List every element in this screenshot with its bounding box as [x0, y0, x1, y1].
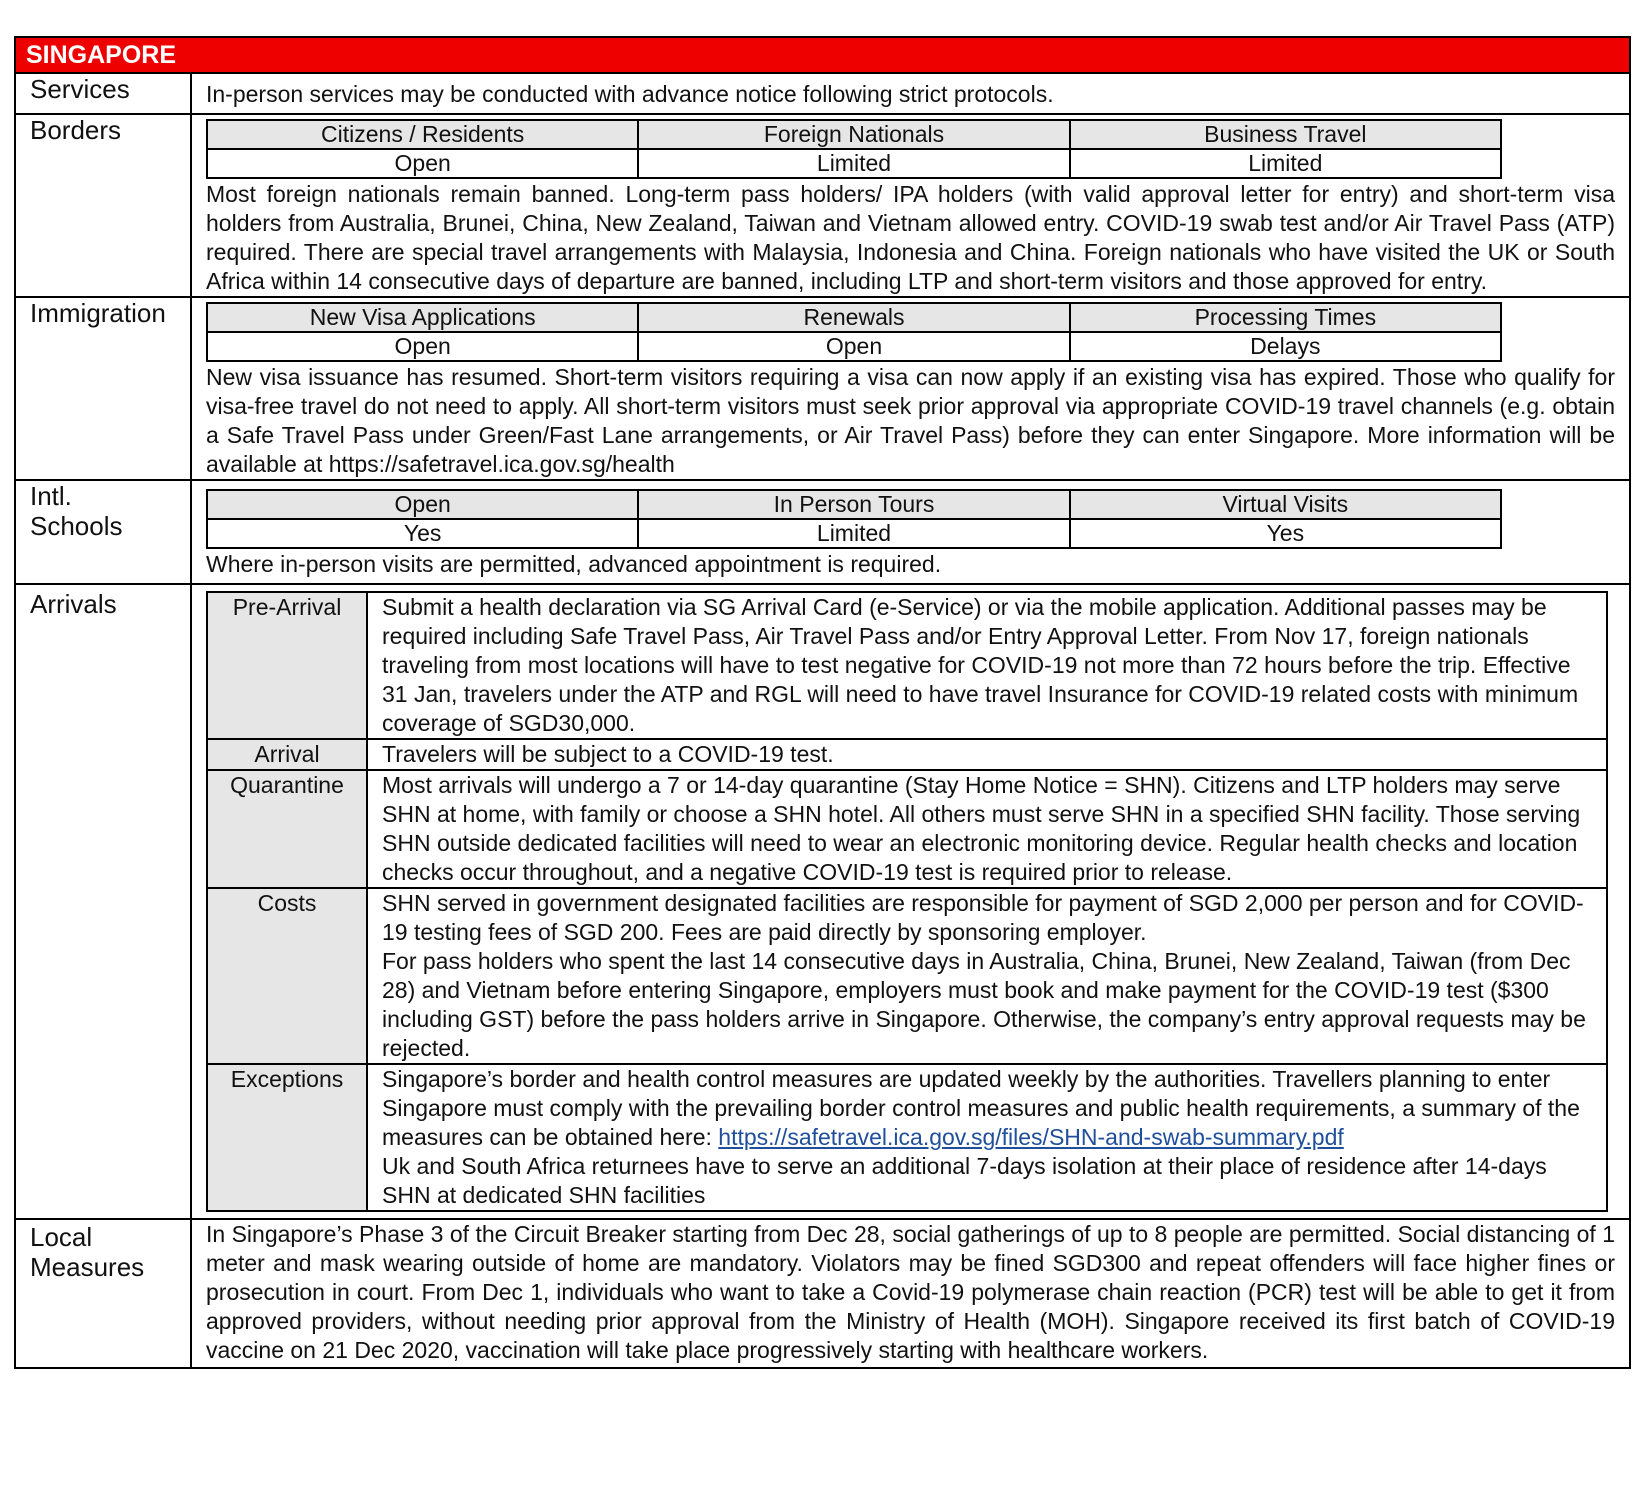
costs-text-2: For pass holders who spent the last 14 consecutive days in Australia, China, Brunei, New Zealand, Taiwan (from Dec 28) and Vietnam before entering Singapore, employers must book and make payment for the COVID-19 test ($300 including GST) before the pass holders arrive in Singapore. Otherwise, the company’s entry approval requests may be rejected.	[382, 948, 1586, 1061]
arrivals-row	[15, 584, 1630, 1219]
schools-label-line1: Intl.	[30, 481, 72, 511]
arrival-label: Arrival	[207, 739, 367, 770]
schools-val-open: Yes	[207, 519, 638, 548]
costs-text-1: SHN served in government designated facilities are responsible for payment of SGD 2,000 per person and for COVID-19 testing fees of SGD 200. Fees are paid directly by sponsoring employer.	[382, 890, 1584, 945]
schools-label	[15, 480, 191, 584]
schools-text: Where in-person visits are permitted, advanced appointment is required.	[206, 551, 942, 577]
schools-col-open: Open	[207, 490, 638, 519]
schools-label-line2: Schools	[30, 511, 123, 541]
immigration-col-new-visa: New Visa Applications	[207, 303, 638, 332]
country-title: SINGAPORE	[15, 37, 1630, 73]
immigration-val-renewals: Open	[638, 332, 1069, 361]
borders-col-citizens: Citizens / Residents	[207, 120, 638, 149]
country-advisory-document	[14, 36, 1629, 1369]
borders-col-business: Business Travel	[1070, 120, 1501, 149]
local-measures-label	[15, 1219, 191, 1368]
immigration-val-processing: Delays	[1070, 332, 1501, 361]
arrival-row	[207, 739, 1607, 770]
borders-val-foreign: Limited	[638, 149, 1069, 178]
immigration-col-renewals: Renewals	[638, 303, 1069, 332]
local-measures-row	[15, 1219, 1630, 1368]
advisory-table	[14, 36, 1631, 1369]
immigration-text: New visa issuance has resumed. Short-term visitors requiring a visa can now apply if an existing visa has expired. Those who qualify for visa-free travel do not need to apply. All short-term visitors must seek prior approval via appropriate COVID-19 travel channels (e.g. obtain a Safe Travel Pass under Green/Fast Lane arrangements, or Air Travel Pass) before they can enter Singapore. More information will be available at https://safetravel.ica.gov.sg/health	[206, 364, 1615, 477]
exceptions-text-2: Uk and South Africa returnees have to serve an additional 7-days isolation at their place of residence after 14-days SHN at dedicated SHN facilities	[382, 1153, 1547, 1208]
services-label: Services	[15, 73, 191, 114]
schools-col-virtual: Virtual Visits	[1070, 490, 1501, 519]
costs-row	[207, 888, 1607, 1064]
borders-val-citizens: Open	[207, 149, 638, 178]
borders-label: Borders	[15, 114, 191, 297]
shn-summary-link[interactable]: https://safetravel.ica.gov.sg/files/SHN-and-swab-summary.pdf	[718, 1124, 1344, 1150]
exceptions-label: Exceptions	[207, 1064, 367, 1211]
borders-row	[15, 114, 1630, 297]
borders-status-table	[206, 119, 1502, 179]
costs-label: Costs	[207, 888, 367, 1064]
quarantine-row	[207, 770, 1607, 888]
arrival-text: Travelers will be subject to a COVID-19 test.	[367, 739, 1607, 770]
services-text: In-person services may be conducted with advance notice following strict protocols.	[206, 81, 1054, 107]
schools-val-tours: Limited	[638, 519, 1069, 548]
schools-col-tours: In Person Tours	[638, 490, 1069, 519]
local-label-line1: Local	[30, 1222, 93, 1252]
schools-row	[15, 480, 1630, 584]
immigration-row	[15, 297, 1630, 480]
pre-arrival-row	[207, 592, 1607, 739]
services-row	[15, 73, 1630, 114]
immigration-val-new-visa: Open	[207, 332, 638, 361]
immigration-status-table	[206, 302, 1502, 362]
borders-val-business: Limited	[1070, 149, 1501, 178]
schools-val-virtual: Yes	[1070, 519, 1501, 548]
pre-arrival-text: Submit a health declaration via SG Arrival Card (e-Service) or via the mobile application. Additional passes may be required including Safe Travel Pass, Air Travel Pass and/or Entry Approval Letter. From Nov 17, foreign nationals traveling from most locations will have to test negative for COVID-19 not more than 72 hours before the trip. Effective 31 Jan, travelers under the ATP and RGL will need to have travel Insurance for COVID-19 related costs with minimum coverage of SGD30,000.	[367, 592, 1607, 739]
arrivals-subtable	[206, 591, 1608, 1212]
pre-arrival-label: Pre-Arrival	[207, 592, 367, 739]
quarantine-text: Most arrivals will undergo a 7 or 14-day quarantine (Stay Home Notice = SHN). Citizens and LTP holders may serve SHN at home, with family or choose a SHN hotel. All others must serve SHN in a specified SHN facility. Those serving SHN outside dedicated facilities will need to wear an electronic monitoring device. Regular health checks and location checks occur throughout, and a negative COVID-19 test is required prior to release.	[367, 770, 1607, 888]
local-label-line2: Measures	[30, 1252, 145, 1282]
exceptions-text-1: Singapore’s border and health control measures are updated weekly by the authorities. Travellers planning to enter Singapore must comply with the prevailing border control measures and public health requirements, a summary of the measures can be obtained here:	[382, 1066, 1580, 1150]
arrivals-label: Arrivals	[15, 584, 191, 1219]
borders-text: Most foreign nationals remain banned. Long-term pass holders/ IPA holders (with valid approval letter for entry) and short-term visa holders from Australia, Brunei, China, New Zealand, Taiwan and Vietnam allowed entry. COVID-19 swab test and/or Air Travel Pass (ATP) required. There are special travel arrangements with Malaysia, Indonesia and China. Foreign nationals who have visited the UK or South Africa within 14 consecutive days of departure are banned, including LTP and short-term visitors and those approved for entry.	[206, 181, 1615, 294]
schools-status-table	[206, 489, 1502, 549]
local-measures-text: In Singapore’s Phase 3 of the Circuit Breaker starting from Dec 28, social gatherings of up to 8 people are permitted. Social distancing of 1 meter and mask wearing outside of home are mandatory. Violators may be fined SGD300 and repeat offenders will face higher fines or prosecution in court. From Dec 1, individuals who want to take a Covid-19 polymerase chain reaction (PCR) test will be able to get it from approved providers, without needing prior approval from the Ministry of Health (MOH). Singapore received its first batch of COVID-19 vaccine on 21 Dec 2020, vaccination will take place progressively starting with healthcare workers.	[206, 1221, 1615, 1363]
immigration-label: Immigration	[15, 297, 191, 480]
exceptions-row	[207, 1064, 1607, 1211]
borders-col-foreign: Foreign Nationals	[638, 120, 1069, 149]
country-banner-row	[15, 37, 1630, 73]
quarantine-label: Quarantine	[207, 770, 367, 888]
immigration-col-processing: Processing Times	[1070, 303, 1501, 332]
